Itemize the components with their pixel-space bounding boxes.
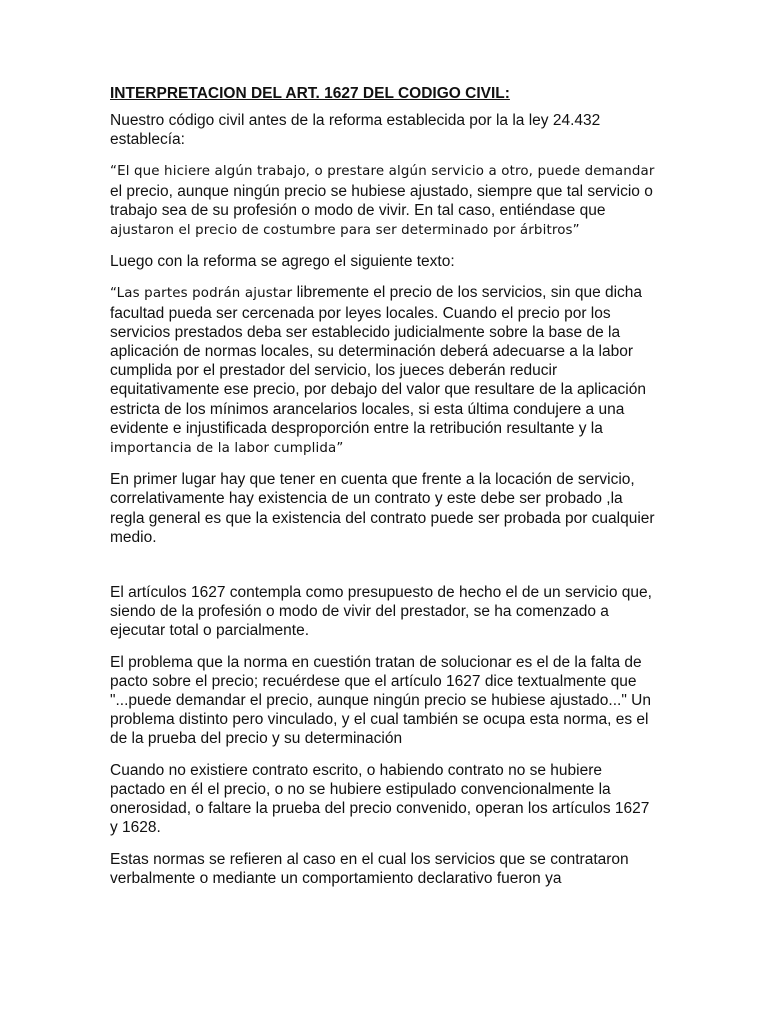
quote1-part-a: “El que hiciere algún trabajo, o prestare algún servicio a otro, puede demandar bbox=[110, 164, 655, 180]
quote1-part-b: el precio, aunque ningún precio se hubiese ajustado, siempre que tal servicio o trabajo sea de su profesión o modo de vivir. En tal caso, entiéndase que bbox=[110, 182, 653, 219]
quote1-part-c: ajustaron el precio de costumbre para ser determinado por árbitros” bbox=[110, 223, 580, 239]
document-page bbox=[110, 84, 658, 900]
reform-intro-paragraph: Luego con la reforma se agrego el siguiente texto: bbox=[110, 253, 455, 271]
quote2-part-b: libremente el precio de los servicios, sin que dicha facultad pueda ser cercenada por leyes locales. Cuando el precio por los servicios prestados deba ser establecido judicialmente sobre la base de la aplicación de normas locales, su determinación deberá adecuarse a la labor cumplida por el prestador del servicio, los jueces deberán reducir equitativamente ese precio, por debajo del valor que resultare de la aplicación estricta de los mínimos arancelarios locales, si esta última condujere a una evidente e injustificada desproporción entre la retribución resultante y la bbox=[110, 284, 646, 437]
quote-original-article bbox=[110, 161, 658, 240]
quote-reform-text bbox=[110, 283, 658, 458]
intro-paragraph: Nuestro código civil antes de la reforma establecida por la la ley 24.432 establecía: bbox=[110, 112, 601, 149]
quote2-part-c: importancia de la labor cumplida” bbox=[110, 441, 344, 457]
document-title: INTERPRETACION DEL ART. 1627 DEL CODIGO CIVIL: bbox=[110, 85, 510, 102]
paragraph-verbal-services: Estas normas se refieren al caso en el cual los servicios que se contrataron verbalmente o mediante un comportamiento declarativo fueron ya bbox=[110, 850, 629, 887]
paragraph-location-service: En primer lugar hay que tener en cuenta que frente a la locación de servicio, correlativamente hay existencia de un contrato y este debe ser probado ,la regla general es que la existencia del contrato puede ser probada por cualquier medio. bbox=[110, 471, 655, 546]
paragraph-no-contract: Cuando no existiere contrato escrito, o habiendo contrato no se hubiere pactado en él el precio, o no se hubiere estipulado convencionalmente la onerosidad, o faltare la prueba del precio convenido, operan los artículos 1627 y 1628. bbox=[110, 761, 650, 837]
quote2-part-a: “Las partes podrán ajustar bbox=[110, 286, 293, 302]
paragraph-article-1627: El artículos 1627 contempla como presupuesto de hecho el de un servicio que, siendo de la profesión o modo de vivir del prestador, se ha comenzado a ejecutar total o parcialmente. bbox=[110, 584, 652, 640]
paragraph-price-problem: El problema que la norma en cuestión tratan de solucionar es el de la falta de pacto sobre el precio; recuérdese que el artículo 1627 dice textualmente que "...puede demandar el precio, aunque ningún precio se hubiese ajustado..." Un problema distinto pero vinculado, y el cual también se ocupa esta norma, es el de la prueba del precio y su determinación bbox=[110, 653, 651, 748]
